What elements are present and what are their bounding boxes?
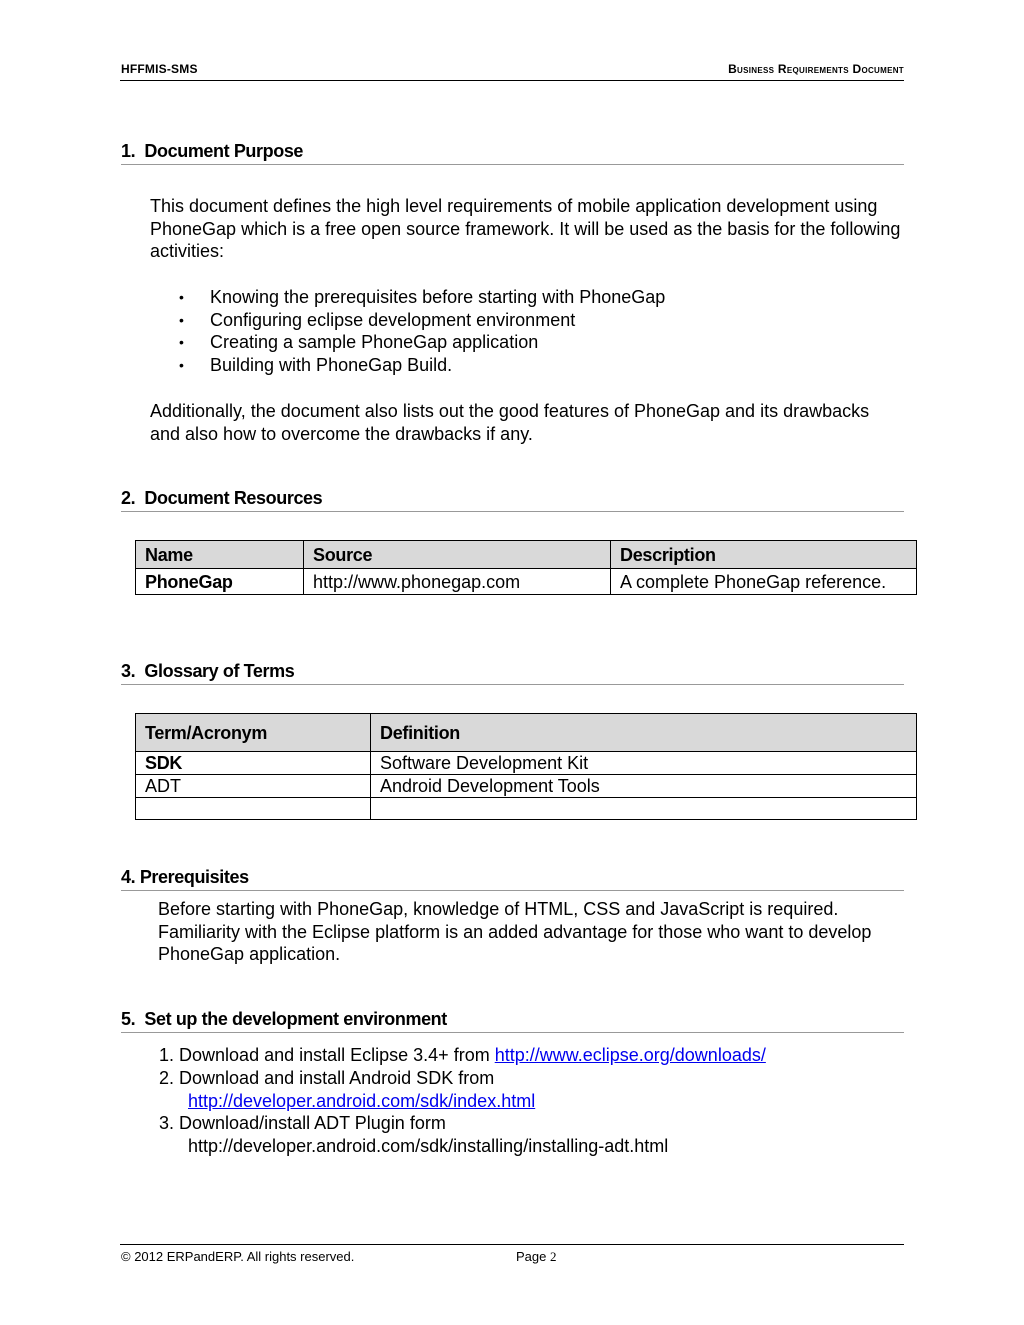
section-title: Document Resources [144,488,323,508]
section-heading-glossary: 3. Glossary of Terms [121,661,904,685]
section-title: Glossary of Terms [144,661,295,681]
resource-description: A complete PhoneGap reference. [611,569,917,595]
list-item: 2. Download and install Android SDK from http://developer.android.com/sdk/index.html [159,1067,536,1111]
setup-steps [159,1044,904,1158]
list-item: • Building with PhoneGap Build. [150,354,910,377]
eclipse-download-link[interactable]: http://www.eclipse.org/downloads/ [494,1045,766,1065]
table-header-row [136,541,917,569]
running-header-left: HFFMIS-SMS [121,62,198,76]
purpose-intro: This document defines the high level requirements of mobile application development using PhoneGap which is a free open source framework. It will be used as the basis for the following activities: [150,196,901,261]
table-row [136,798,917,820]
list-item: 1. Download and install Eclipse 3.4+ from http://www.eclipse.org/downloads/ [159,1045,766,1065]
section-heading-prerequisites: 4. Prerequisites [121,867,904,891]
column-header: Source [304,541,611,569]
section-heading-purpose: 1. Document Purpose [121,141,904,165]
header-rule [120,80,904,81]
running-header-right: Business Requirements Document [728,62,904,76]
footer-page-number: Page 2 [516,1249,557,1264]
section-title: Prerequisites [139,867,249,887]
footer-copyright: © 2012 ERPandERP. All rights reserved. [121,1249,355,1264]
list-item: • Creating a sample PhoneGap application [150,331,910,354]
table-row [136,752,917,775]
table-row [136,775,917,798]
footer-rule [120,1244,904,1245]
section-title: Document Purpose [144,141,304,161]
glossary-term: ADT [136,775,371,798]
list-item: • Knowing the prerequisites before starting with PhoneGap [150,286,910,309]
section-title: Set up the development environment [144,1009,447,1029]
glossary-definition [371,798,917,820]
glossary-definition: Android Development Tools [371,775,917,798]
glossary-term [136,798,371,820]
glossary-table [135,713,917,820]
list-item: 3. Download/install ADT Plugin form http://developer.android.com/sdk/installing/installing-adt.html [159,1112,904,1158]
glossary-definition: Software Development Kit [371,752,917,775]
android-sdk-link[interactable]: http://developer.android.com/sdk/index.html [188,1090,536,1111]
purpose-outro: Additionally, the document also lists out the good features of PhoneGap and its drawbacks and also how to overcome the drawbacks if any. [150,401,870,444]
column-header: Description [611,541,917,569]
section-heading-setup: 5. Set up the development environment [121,1009,904,1033]
resources-table [135,540,917,595]
prerequisites-text: Before starting with PhoneGap, knowledge of HTML, CSS and JavaScript is required. Familiarity with the Eclipse platform is an added advantage for those who want to develop PhoneGap application. [158,899,872,964]
column-header: Name [136,541,304,569]
resource-source: http://www.phonegap.com [304,569,611,595]
list-item: • Configuring eclipse development environment [150,309,910,332]
section-heading-resources: 2. Document Resources [121,488,904,512]
purpose-bullet-list [150,286,910,376]
adt-plugin-url: http://developer.android.com/sdk/installing/installing-adt.html [188,1136,669,1157]
glossary-term: SDK [136,752,371,775]
resource-name: PhoneGap [136,569,304,595]
table-row [136,569,917,595]
table-header-row [136,714,917,752]
column-header: Definition [371,714,917,752]
column-header: Term/Acronym [136,714,371,752]
